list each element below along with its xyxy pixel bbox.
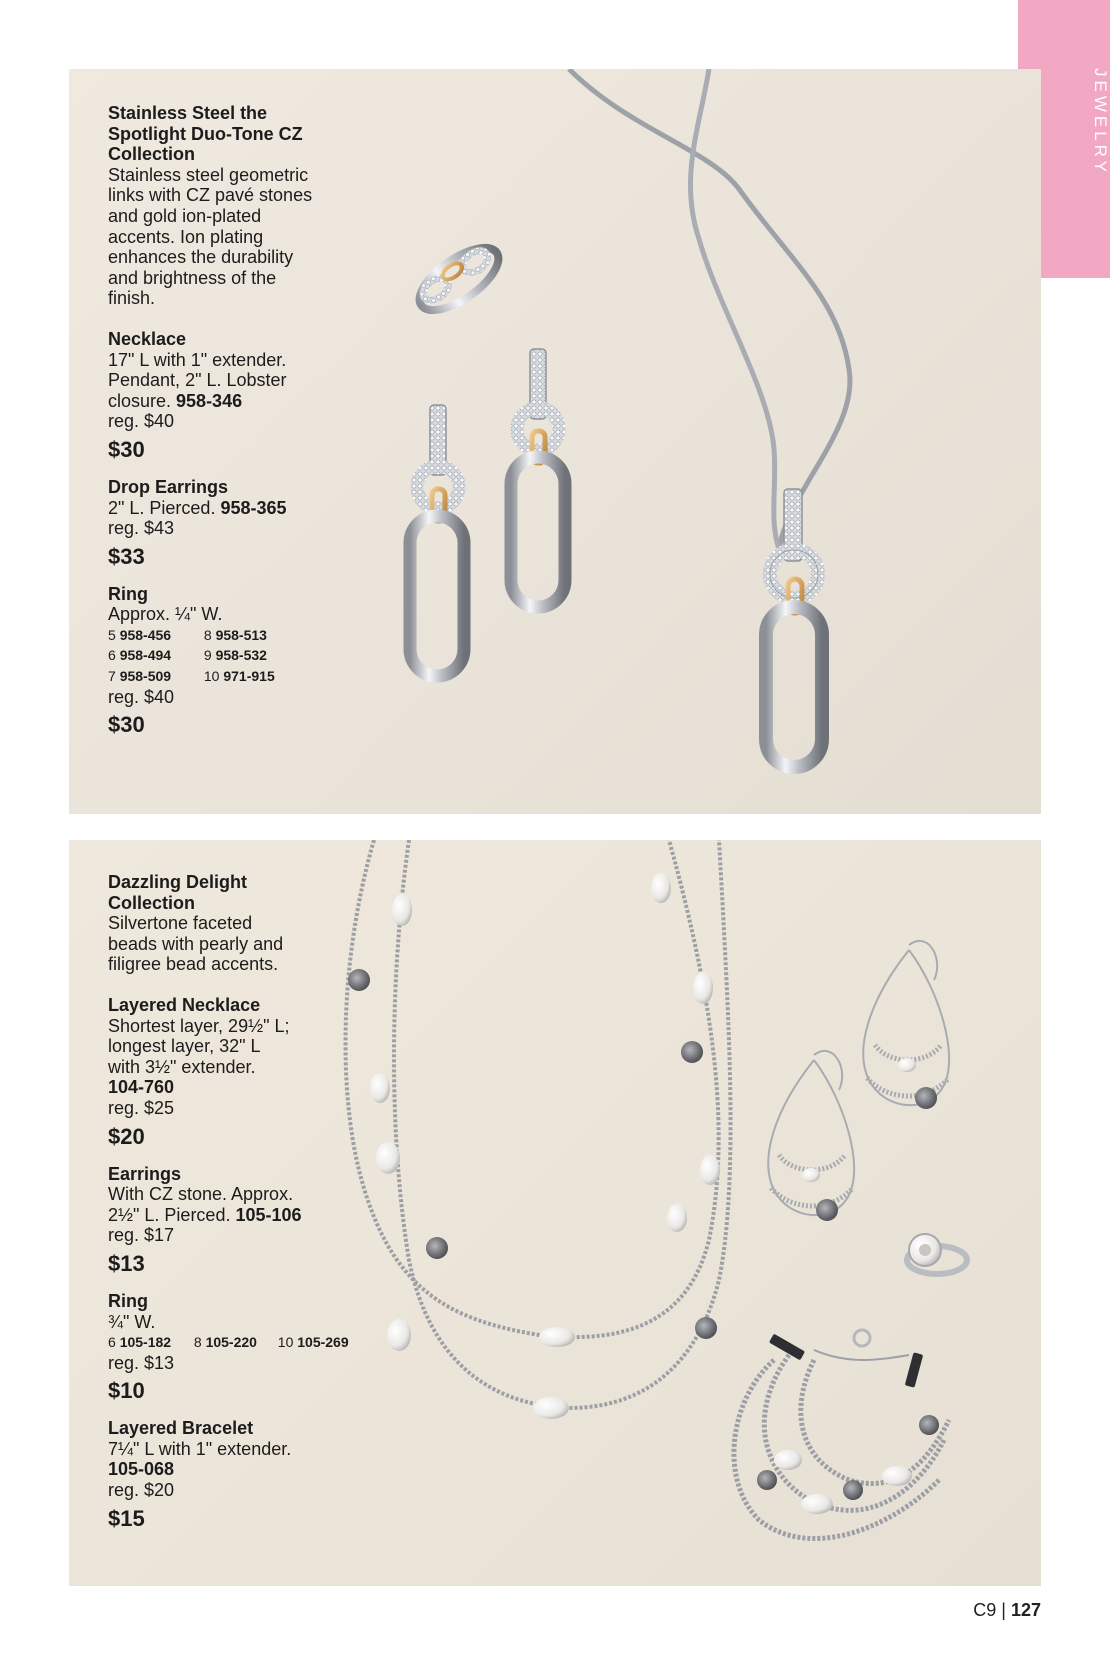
layered-necklace-price: $20 xyxy=(108,1123,145,1149)
ring-regular-price: reg. $13 xyxy=(108,1352,175,1373)
drop-earrings-item: Drop Earrings 2" L. Pierced. 958-365 reg. $43 $33 xyxy=(108,477,368,570)
earrings-price: $13 xyxy=(108,1250,145,1276)
necklace-sku: 958-346 xyxy=(176,390,243,411)
earrings-regular-price: reg. $17 xyxy=(108,1225,175,1246)
necklace-pearls xyxy=(370,873,720,1419)
layered-bracelet-regular-price: reg. $20 xyxy=(108,1480,175,1501)
layered-bracelet-item: Layered Bracelet 7¼" L with 1" extender. 105-068 reg. $20 $15 xyxy=(108,1418,368,1531)
page-number-separator: | xyxy=(1001,1600,1006,1620)
ring-size-list: 6 105-182 8 105-220 10 105-269 xyxy=(108,1334,349,1351)
layered-bracelet xyxy=(734,1355,949,1539)
earrings-sku: 105-106 xyxy=(235,1204,302,1225)
necklace-filigree-beads xyxy=(348,969,717,1339)
ring-regular-price: reg. $40 xyxy=(108,686,175,707)
flower-ring xyxy=(907,1234,967,1274)
ring-size-list: 5 958-456 8 958-513 6 958-494 9 958-532 7 958-509 10 971-915 xyxy=(108,626,275,685)
collection-description: Stainless steel geometric links with CZ pavé stones and gold ion-plated accents. Ion plating enhances the durability and brightness of the finish. xyxy=(108,164,313,309)
ring-price: $10 xyxy=(108,1378,145,1404)
drop-earrings-name: Drop Earrings xyxy=(108,476,229,497)
layered-bracelet-sku: 105-068 xyxy=(108,1459,175,1480)
spotlight-collection-panel xyxy=(69,69,1041,814)
layered-necklace-regular-price: reg. $25 xyxy=(108,1097,175,1118)
layered-bracelet-price: $15 xyxy=(108,1505,145,1531)
category-tab-label: JEWELRY xyxy=(1091,68,1110,176)
layered-necklace-item: Layered Necklace Shortest layer, 29½" L; longest layer, 32" L with 3½" extender. 104-760 reg. $25 $20 xyxy=(108,995,368,1150)
spotlight-collection-copy xyxy=(108,103,368,738)
necklace-item: Necklace 17" L with 1" extender. Pendant, 2" L. Lobster closure. 958-346 reg. $40 $30 xyxy=(108,329,368,463)
drop-earrings-sku: 958-365 xyxy=(220,497,287,518)
earrings-item: Earrings With CZ stone. Approx. 2½" L. Pierced. 105-106 reg. $17 $13 xyxy=(108,1164,368,1277)
ring-name: Ring xyxy=(108,583,148,604)
necklace-price: $30 xyxy=(108,436,145,462)
ring-name: Ring xyxy=(108,1290,148,1311)
hoop-earring-lower xyxy=(768,1051,854,1215)
collection-description: Silvertone faceted beads with pearly and filigree bead accents. xyxy=(108,913,284,975)
ring-item: Ring ¾" W. 6 105-182 8 105-220 10 105-269 reg. $13 $10 xyxy=(108,1291,368,1404)
page-section-code: C9 xyxy=(973,1600,997,1620)
page-number-value: 127 xyxy=(1010,1600,1041,1620)
necklace-chain xyxy=(569,69,850,549)
collection-title: Stainless Steel the Spotlight Duo-Tone CZ Collection xyxy=(108,103,303,165)
link-ring xyxy=(410,236,508,322)
ring-item: Ring Approx. ¼" W. 5 958-456 8 958-513 6 958-494 9 958-532 7 958-509 10 971-915 reg. $40 $30 xyxy=(108,584,368,739)
layered-bracelet-name: Layered Bracelet xyxy=(108,1418,254,1439)
drop-earrings-regular-price: reg. $43 xyxy=(108,518,175,539)
dazzling-delight-copy xyxy=(108,872,368,1532)
necklace-name: Necklace xyxy=(108,328,187,349)
collection-title: Dazzling Delight Collection xyxy=(108,872,247,913)
ring-price: $30 xyxy=(108,712,145,738)
drop-earring-left xyxy=(410,405,464,676)
hoop-earring-upper xyxy=(863,941,949,1105)
earrings-name: Earrings xyxy=(108,1163,182,1184)
necklace-regular-price: reg. $40 xyxy=(108,411,175,432)
layered-necklace-name: Layered Necklace xyxy=(108,994,261,1015)
drop-earrings-price: $33 xyxy=(108,543,145,569)
layered-necklace-sku: 104-760 xyxy=(108,1077,175,1098)
page-number xyxy=(973,1600,1041,1621)
dazzling-delight-panel xyxy=(69,840,1041,1586)
drop-earring-right xyxy=(511,349,565,607)
